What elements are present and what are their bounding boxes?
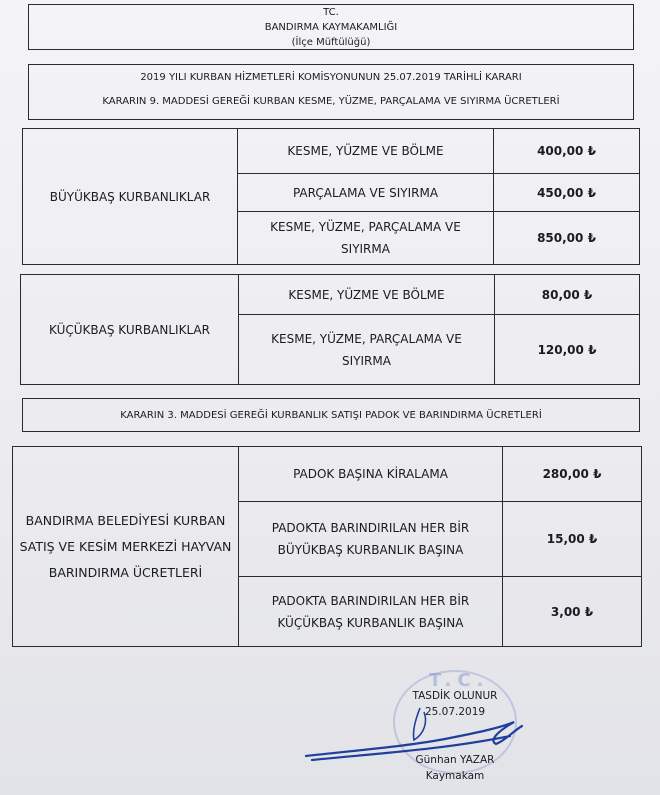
service-cell: PADOK BAŞINA KİRALAMA: [239, 447, 503, 502]
kucukbas-category: KÜÇÜKBAŞ KURBANLIKLAR: [21, 275, 239, 385]
header-kaymakamlik: BANDIRMA KAYMAKAMLIĞI: [264, 21, 398, 33]
table-row: [13, 447, 642, 502]
padok-decision-text: KARARIN 3. MADDESİ GEREĞİ KURBANLIK SATIŞI PADOK VE BARINDIRMA ÜCRETLERİ: [120, 409, 542, 421]
price-cell: 450,00 ₺: [494, 174, 640, 212]
service-cell: KESME, YÜZME, PARÇALAMA VE SIYIRMA: [239, 315, 495, 385]
service-cell: KESME, YÜZME VE BÖLME: [238, 129, 494, 174]
price-cell: 850,00 ₺: [494, 212, 640, 265]
header-box: [28, 4, 634, 50]
decision-article: KARARIN 9. MADDESİ GEREĞİ KURBAN KESME, YÜZME, PARÇALAMA VE SIYIRMA ÜCRETLERİ: [102, 96, 560, 107]
table-row: [23, 129, 640, 174]
padok-category: BANDIRMA BELEDİYESİ KURBAN SATIŞ VE KESİM MERKEZİ HAYVAN BARINDIRMA ÜCRETLERİ: [13, 447, 239, 647]
decision-title: 2019 YILI KURBAN HİZMETLERİ KOMİSYONUNUN 25.07.2019 TARİHLİ KARARI: [140, 72, 522, 83]
signatory-title: Kaymakam: [425, 770, 485, 782]
price-cell: 400,00 ₺: [494, 129, 640, 174]
padok-table: [12, 446, 642, 647]
price-cell: 280,00 ₺: [503, 447, 642, 502]
service-cell: PADOKTA BARINDIRILAN HER BİR BÜYÜKBAŞ KURBANLIK BAŞINA: [239, 502, 503, 577]
price-cell: 120,00 ₺: [495, 315, 640, 385]
price-cell: 80,00 ₺: [495, 275, 640, 315]
header-tc: TC.: [323, 6, 339, 18]
service-cell: PADOKTA BARINDIRILAN HER BİR KÜÇÜKBAŞ KURBANLIK BAŞINA: [239, 577, 503, 647]
service-cell: KESME, YÜZME, PARÇALAMA VE SIYIRMA: [238, 212, 494, 265]
buyukbas-table: [22, 128, 640, 265]
seal-text: T.C.: [429, 670, 490, 691]
kucukbas-table: [20, 274, 640, 385]
service-cell: KESME, YÜZME VE BÖLME: [239, 275, 495, 315]
buyukbas-category: BÜYÜKBAŞ KURBANLIKLAR: [23, 129, 238, 265]
padok-decision-band: [22, 398, 640, 432]
price-cell: 15,00 ₺: [503, 502, 642, 577]
decision-box: [28, 64, 634, 120]
service-cell: PARÇALAMA VE SIYIRMA: [238, 174, 494, 212]
table-row: [21, 275, 640, 315]
approval-label: TASDİK OLUNUR: [412, 690, 498, 702]
signatory-name: Günhan YAZAR: [415, 754, 495, 766]
approval-date: 25.07.2019: [424, 706, 486, 718]
signature-block: [400, 688, 510, 784]
header-muftuluk: (İlçe Müftülüğü): [291, 36, 371, 48]
price-cell: 3,00 ₺: [503, 577, 642, 647]
